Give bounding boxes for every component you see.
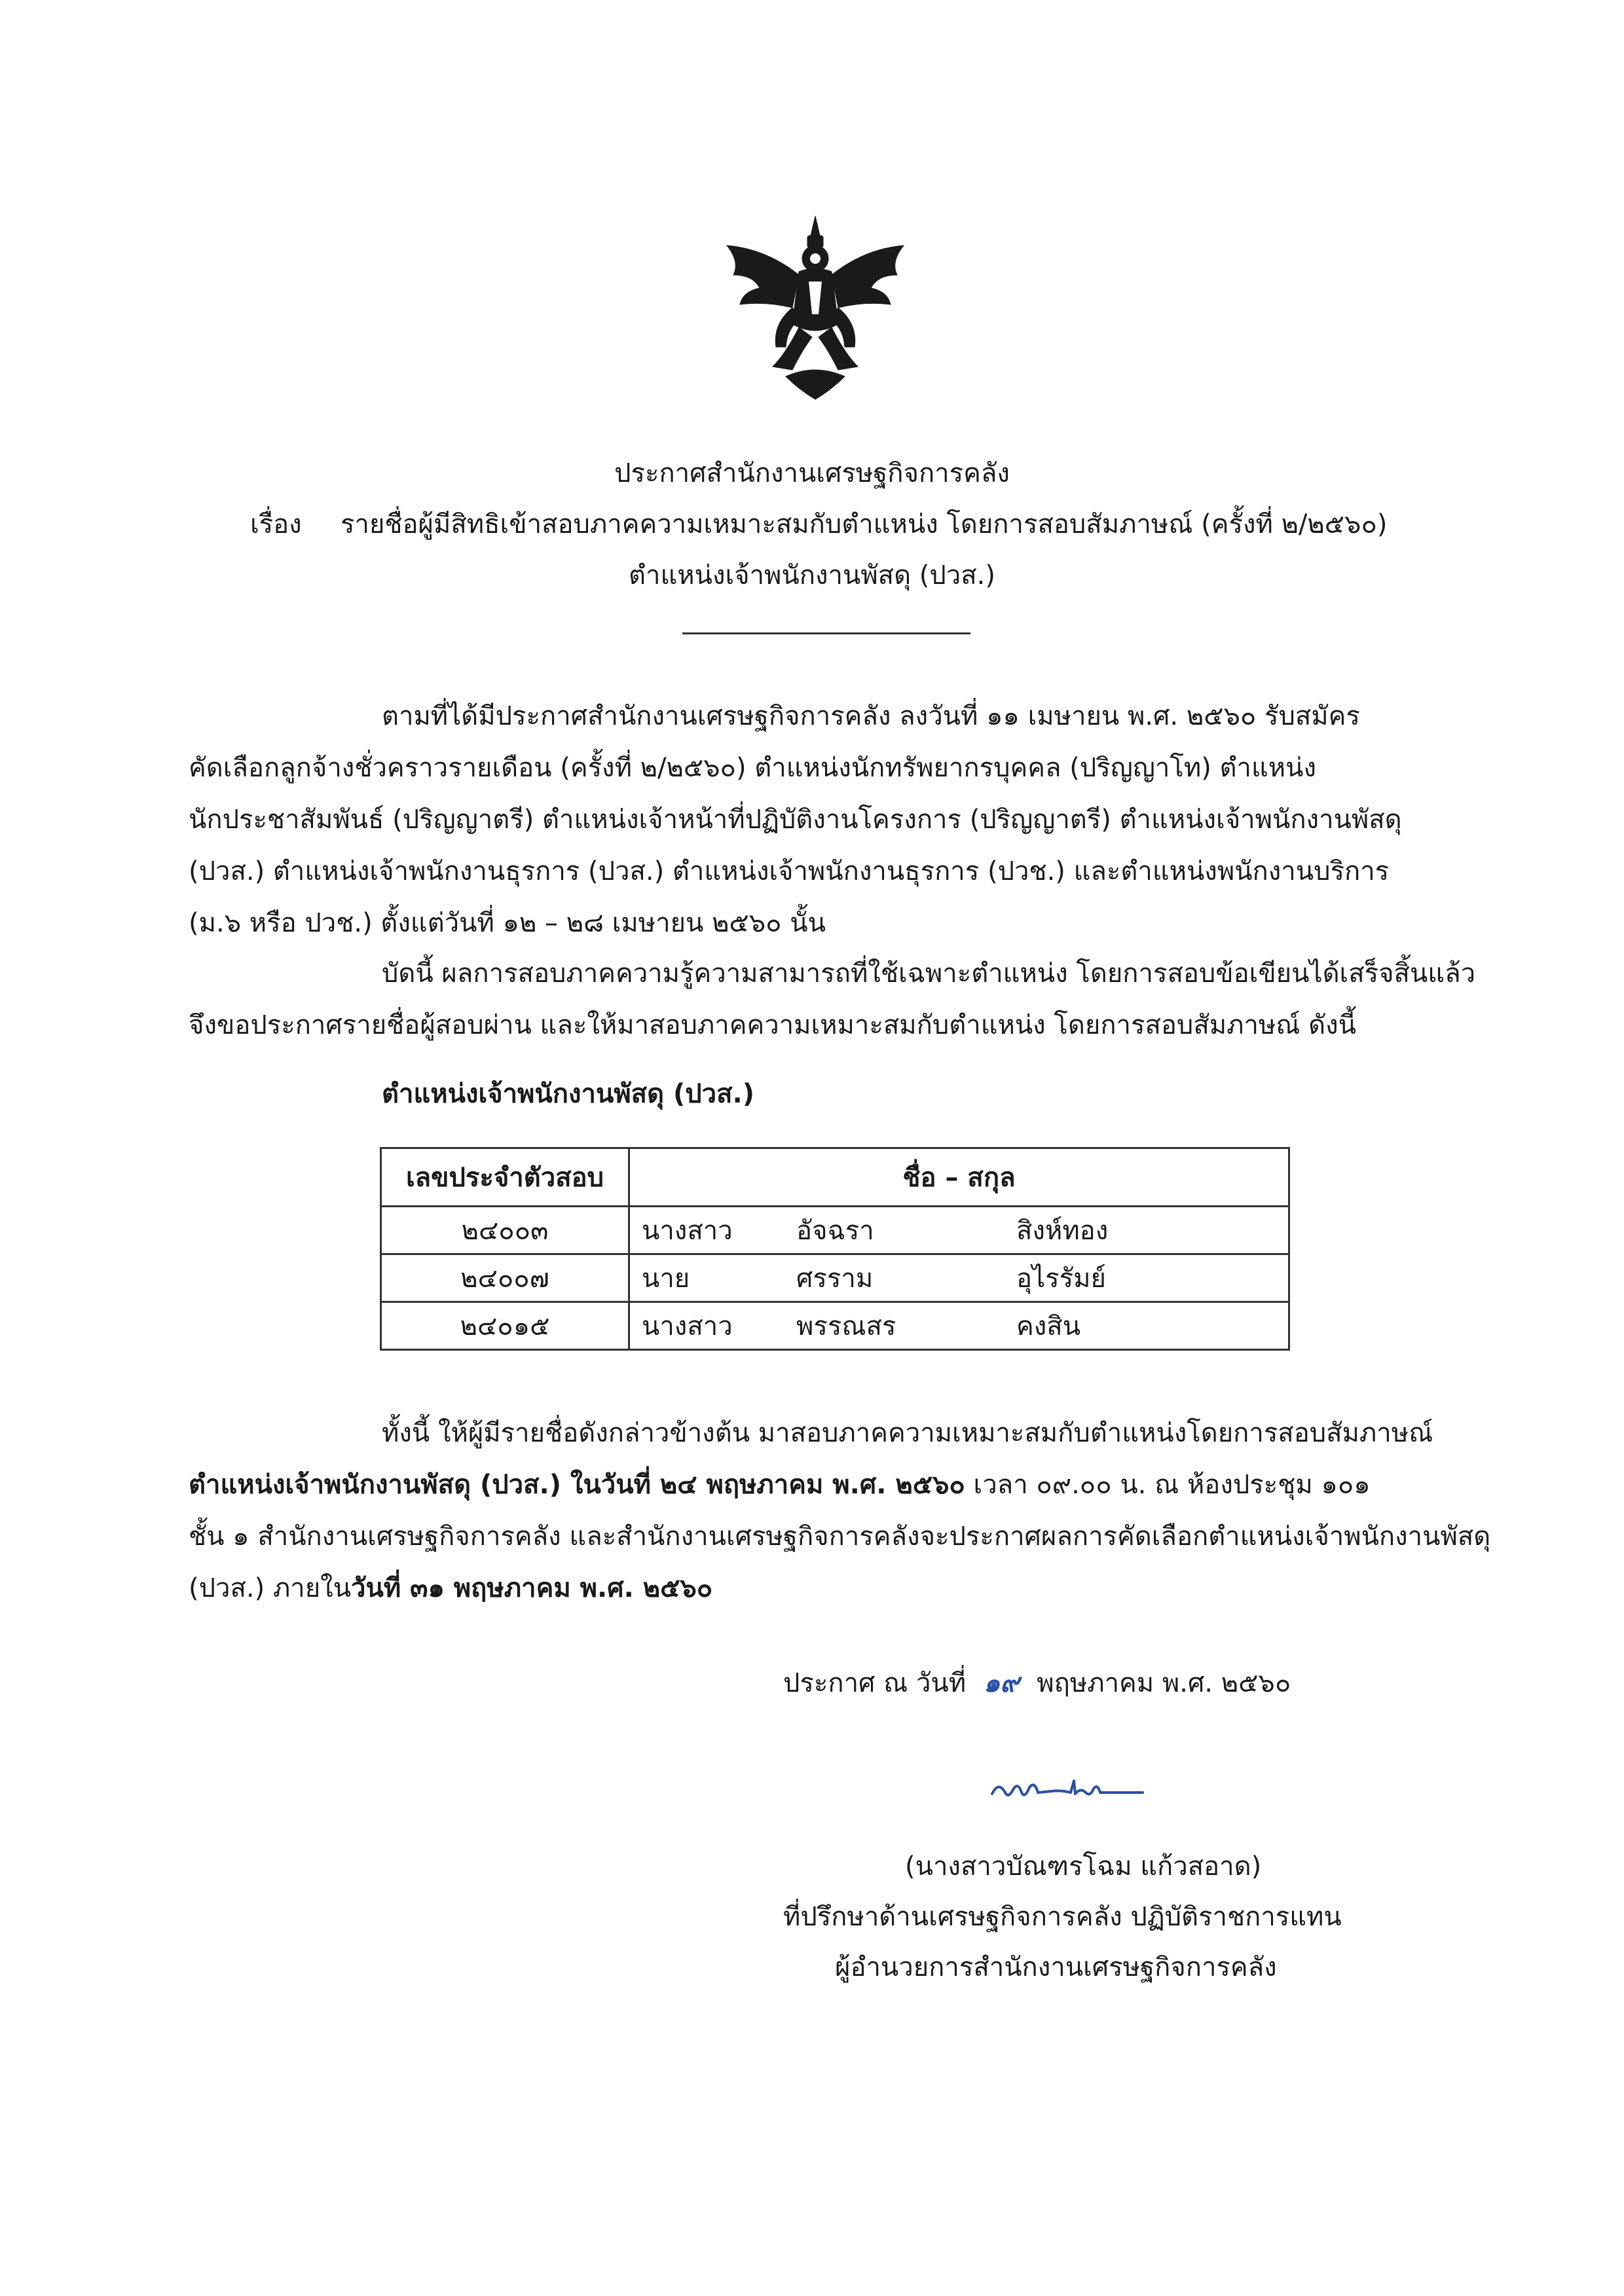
last-name-cell: คงสิน bbox=[1005, 1302, 1289, 1350]
header-divider bbox=[682, 632, 970, 634]
intro-line: คัดเลือกลูกจ้างชั่วคราวรายเดือน (ครั้งที่ ๒/๒๕๖๐) ตำแหน่งนักทรัพยากรบุคคล (ปริญญาโท) ตำแหน่ง bbox=[189, 753, 1316, 783]
signer-name: (นางสาวบัณฑรโฉม แก้วสอาด) bbox=[905, 1851, 1262, 1882]
table-row bbox=[381, 1302, 1289, 1350]
interview-line: ทั้งนี้ ให้ผู้มีรายชื่อดังกล่าวข้างต้น มาสอบภาคความเหมาะสมกับตำแหน่งโดยการสอบสัมภาษณ์ bbox=[382, 1418, 1433, 1448]
signature-icon bbox=[989, 1768, 1146, 1813]
result-line: จึงขอประกาศรายชื่อผู้สอบผ่าน และให้มาสอบภาคความเหมาะสมกับตำแหน่ง โดยการสอบสัมภาษณ์ ดังนี้ bbox=[189, 1010, 1356, 1040]
table-row bbox=[381, 1207, 1289, 1254]
intro-line: ตามที่ได้มีประกาศสำนักงานเศรษฐกิจการคลัง ลงวันที่ ๑๑ เมษายน พ.ศ. ๒๕๖๐ รับสมัคร bbox=[382, 701, 1360, 731]
interview-line bbox=[189, 1459, 1466, 1511]
first-name-cell: พรรณสร bbox=[784, 1302, 1005, 1350]
header-exam-id: เลขประจำตัวสอบ bbox=[381, 1148, 629, 1207]
interview-line: ชั้น ๑ สำนักงานเศรษฐกิจการคลัง และสำนักงานเศรษฐกิจการคลังจะประกาศผลการคัดเลือกตำแหน่งเจ้าพนักงานพัสดุ bbox=[189, 1522, 1491, 1552]
table-header-row bbox=[381, 1148, 1289, 1207]
interview-paragraph bbox=[189, 1408, 1491, 1614]
candidates-table bbox=[380, 1147, 1290, 1351]
announcer-title: ประกาศสำนักงานเศรษฐกิจการคลัง bbox=[614, 458, 1010, 488]
exam-id-cell: ๒๔๐๐๓ bbox=[381, 1207, 629, 1254]
interview-date-bold: ตำแหน่งเจ้าพนักงานพัสดุ (ปวส.) ในวันที่ ๒๔ พฤษภาคม พ.ศ. ๒๕๖๐ bbox=[189, 1470, 965, 1500]
title-cell: นาย bbox=[629, 1254, 785, 1302]
intro-paragraph bbox=[189, 691, 1466, 949]
last-name-cell: อุไรรัมย์ bbox=[1005, 1254, 1289, 1302]
signer-title-2: ผู้อำนวยการสำนักงานเศรษฐกิจการคลัง bbox=[835, 1952, 1277, 1982]
announce-date-suffix: พฤษภาคม พ.ศ. ๒๕๖๐ bbox=[1037, 1668, 1291, 1698]
interview-time: เวลา ๐๙.๐๐ น. ณ ห้องประชุม ๑๐๑ bbox=[965, 1470, 1371, 1500]
subject-text: รายชื่อผู้มีสิทธิเข้าสอบภาคความเหมาะสมกับตำแหน่ง โดยการสอบสัมภาษณ์ (ครั้งที่ ๒/๒๕๖๐) bbox=[341, 509, 1388, 539]
announce-date-day: ๑๙ bbox=[983, 1668, 1020, 1698]
position-title: ตำแหน่งเจ้าพนักงานพัสดุ (ปวส.) bbox=[629, 560, 995, 591]
signer-title-1: ที่ปรึกษาด้านเศรษฐกิจการคลัง ปฏิบัติราชการแทน bbox=[783, 1902, 1342, 1932]
intro-line: (ม.๖ หรือ ปวช.) ตั้งแต่วันที่ ๑๒ – ๒๘ เมษายน ๒๕๖๐ นั้น bbox=[189, 908, 826, 938]
interview-line bbox=[189, 1563, 1466, 1614]
garuda-emblem-icon bbox=[714, 210, 917, 406]
exam-id-cell: ๒๔๐๑๕ bbox=[381, 1302, 629, 1350]
first-name-cell: ศรราม bbox=[784, 1254, 1005, 1302]
announce-date bbox=[783, 1662, 1291, 1704]
announce-date-prefix: ประกาศ ณ วันที่ bbox=[783, 1668, 967, 1698]
exam-id-cell: ๒๔๐๐๗ bbox=[381, 1254, 629, 1302]
title-cell: นางสาว bbox=[629, 1302, 785, 1350]
header-full-name: ชื่อ – สกุล bbox=[629, 1148, 1289, 1207]
first-name-cell: อัจฉรา bbox=[784, 1207, 1005, 1254]
title-cell: นางสาว bbox=[629, 1207, 785, 1254]
subject-label: เรื่อง bbox=[250, 509, 302, 539]
result-line: บัดนี้ ผลการสอบภาคความรู้ความสามารถที่ใช้เฉพาะตำแหน่ง โดยการสอบข้อเขียนได้เสร็จสิ้นแล้ว bbox=[382, 958, 1476, 989]
table-row bbox=[381, 1254, 1289, 1302]
result-deadline-label: (ปวส.) ภายใน bbox=[189, 1573, 352, 1603]
intro-line: นักประชาสัมพันธ์ (ปริญญาตรี) ตำแหน่งเจ้าหน้าที่ปฏิบัติงานโครงการ (ปริญญาตรี) ตำแหน่งเจ้าพนักงานพัสดุ bbox=[189, 805, 1402, 835]
table-heading: ตำแหน่งเจ้าพนักงานพัสดุ (ปวส.) bbox=[382, 1079, 755, 1109]
result-paragraph bbox=[189, 948, 1476, 1051]
intro-line: (ปวส.) ตำแหน่งเจ้าพนักงานธุรการ (ปวส.) ตำแหน่งเจ้าพนักงานธุรการ (ปวช.) และตำแหน่งพนักงานบริการ bbox=[189, 856, 1390, 886]
result-deadline-bold: วันที่ ๓๑ พฤษภาคม พ.ศ. ๒๕๖๐ bbox=[351, 1573, 713, 1603]
last-name-cell: สิงห์ทอง bbox=[1005, 1207, 1289, 1254]
